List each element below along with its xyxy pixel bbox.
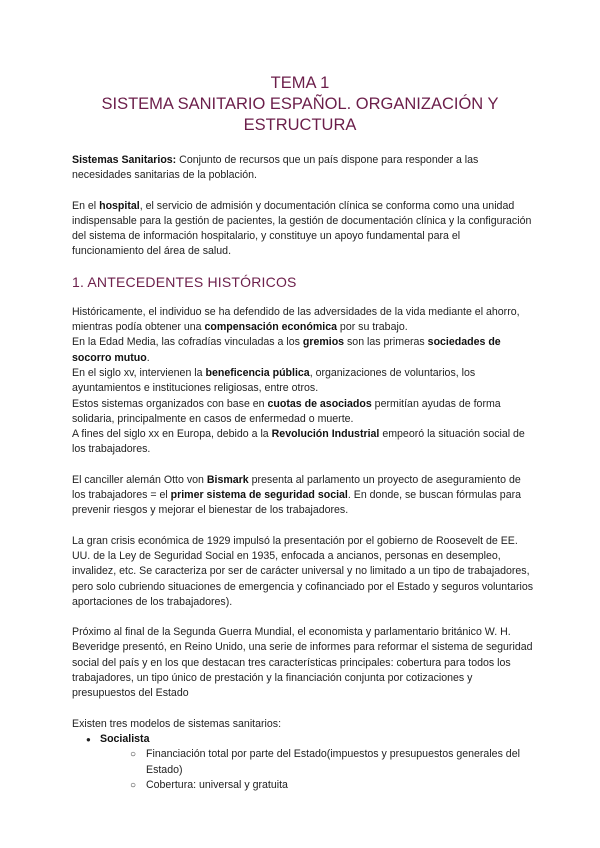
- bold-term: beneficencia pública: [205, 366, 310, 379]
- paragraph-edad-media: [72, 335, 534, 366]
- bold-term: primer sistema de seguridad social: [170, 489, 348, 502]
- list-item: ○ Financiación total por parte del Estado(impuestos y presupuestos generales del Estado): [100, 747, 534, 778]
- section-heading-antecedentes: 1. ANTECEDENTES HISTÓRICOS: [72, 273, 297, 290]
- list-item: [72, 732, 534, 793]
- title-line-2: SISTEMA SANITARIO ESPAÑOL. ORGANIZACIÓN Y: [101, 95, 499, 113]
- bold-term: sociedades de socorro mutuo: [72, 336, 501, 364]
- paragraph-crisis-1929: La gran crisis económica de 1929 impulsó la presentación por el gobierno de Roosevelt de EE. UU. de la Ley de Seguridad Social en 1935, enfocada a ancianos, personas en desempleo, invalidez, etc. Se caracteriza por ser de carácter universal y no limitado a un tipo de trabajadores, pero solo cubriendo situaciones de emergencia y cofinanciado por el Estado y seguros voluntarios aportaciones de los trabajadores).: [72, 534, 534, 608]
- title-line-3: ESTRUCTURA: [243, 116, 357, 134]
- definition-text: Conjunto de recursos que un país dispone para responder a las necesidades sanitarias de la población.: [72, 154, 479, 182]
- model-details-list: [100, 747, 534, 793]
- text: presenta al parlamento un proyecto de aseguramiento de los trabajadores = el: [72, 473, 521, 502]
- bold-term: compensación económica: [204, 321, 337, 334]
- paragraph-ahorro: [72, 305, 534, 336]
- text: Estos sistemas organizados con base en: [72, 397, 268, 410]
- text: permitían ayudas de forma solidaria, principalmente en casos de enfermedad o muerte.: [72, 397, 501, 425]
- text: son las primeras: [344, 336, 428, 349]
- document-body: [72, 153, 534, 793]
- bold-term: gremios: [302, 336, 345, 349]
- text: .: [146, 351, 150, 364]
- paragraph-modelos: Existen tres modelos de sistemas sanitarios:: [72, 717, 282, 730]
- text: , organizaciones de voluntarios, los ayuntamientos e instituciones religiosas, entre otros.: [72, 366, 476, 395]
- definition-paragraph: [72, 153, 534, 184]
- title-line-1: TEMA 1: [270, 74, 330, 92]
- bold-term: Revolución Industrial: [271, 428, 380, 441]
- model-name: Socialista: [100, 732, 150, 745]
- bold-term: Bismark: [206, 473, 249, 486]
- text: En la Edad Media, las cofradías vinculadas a los: [72, 336, 303, 349]
- text: En el siglo xv, intervienen la: [72, 366, 206, 379]
- text: por su trabajo.: [336, 321, 408, 334]
- hospital-pre: En el: [72, 199, 100, 212]
- text: Históricamente, el individuo se ha defendido de las adversidades de la vida mediante el ahorro, mientras podía obtener una: [72, 305, 520, 334]
- hospital-text: , el servicio de admisión y documentación clínica se conforma como una unidad indispensable para la gestión de pacientes, la gestión de documentación clínica y la configuración del sistema de información hospitalario, y constituye un apoyo fundamental para el funcionamiento del área de salud.: [72, 199, 532, 258]
- document-title: [0, 73, 600, 136]
- hospital-term: hospital: [99, 199, 140, 212]
- paragraph-cuotas: [72, 397, 534, 428]
- list-item: ○ Cobertura: universal y gratuita: [100, 778, 534, 793]
- text: . En donde, se buscan fórmulas para prevenir riesgos y mejorar el bienestar de los trabajadores.: [72, 489, 522, 517]
- text: El canciller alemán Otto von: [72, 473, 207, 486]
- paragraph-revolucion: [72, 427, 534, 458]
- text: A fines del siglo xx en Europa, debido a la: [72, 428, 272, 441]
- definition-term: Sistemas Sanitarios:: [72, 154, 177, 166]
- paragraph-bismark: [72, 473, 534, 519]
- paragraph-siglo-xv: [72, 366, 534, 397]
- hospital-paragraph: [72, 199, 534, 260]
- text: empeoró la situación social de los trabajadores.: [72, 428, 525, 456]
- models-list: [72, 732, 534, 793]
- paragraph-beveridge: Próximo al final de la Segunda Guerra Mundial, el economista y parlamentario británico W. H. Beveridge presentó, en Reino Unido, una serie de informes para reformar el sistema de seguridad social del país y en los que destacan tres características principales: cobertura para todos los trabajadores, un tipo único de prestación y la financiación conjunta por cotizaciones y presupuestos del Estado: [72, 626, 533, 700]
- bold-term: cuotas de asociados: [267, 397, 372, 410]
